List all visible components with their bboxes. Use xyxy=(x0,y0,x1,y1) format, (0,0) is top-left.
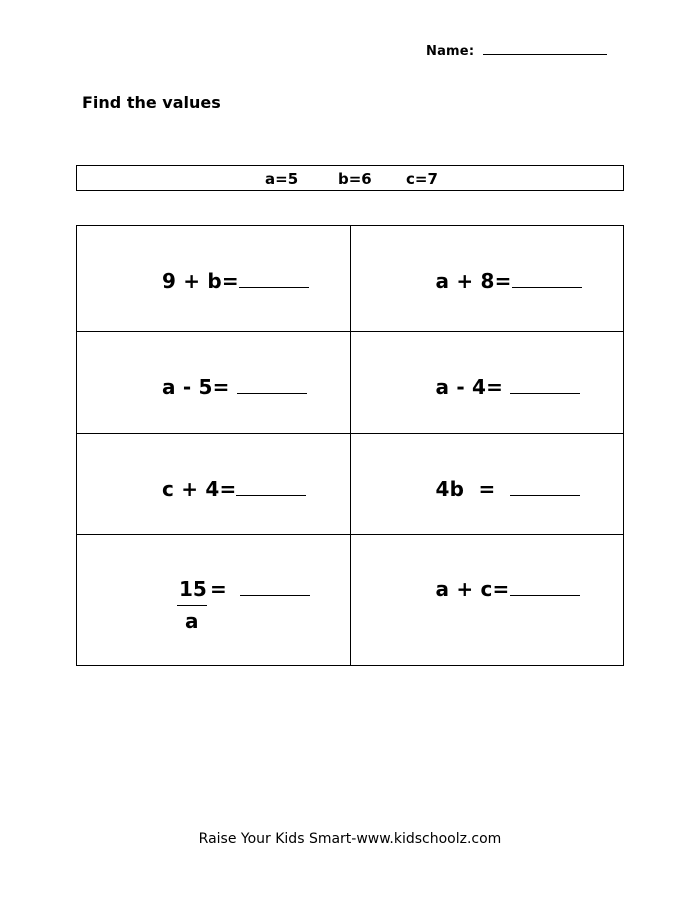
fraction-numerator: 15 xyxy=(179,577,207,601)
problem-cell-5 xyxy=(77,434,351,535)
answer-blank-6[interactable] xyxy=(510,477,580,496)
value-c: c=7 xyxy=(406,170,438,188)
problem-cell-8 xyxy=(350,535,624,666)
problem-1[interactable] xyxy=(162,269,309,293)
footer-credit: Raise Your Kids Smart-www.kidschoolz.com xyxy=(198,831,502,847)
problem-cell-7 xyxy=(77,535,351,666)
problem-2-expression: a + 8= xyxy=(435,269,512,293)
answer-blank-8[interactable] xyxy=(510,577,580,596)
problem-7-equals[interactable] xyxy=(210,577,310,601)
answer-blank-3[interactable] xyxy=(237,375,307,394)
value-a: a=5 xyxy=(265,170,299,188)
problems-grid xyxy=(76,225,624,666)
equals-sign: = xyxy=(210,577,227,601)
problem-8[interactable] xyxy=(436,577,580,601)
answer-blank-4[interactable] xyxy=(510,375,580,394)
answer-blank-1[interactable] xyxy=(239,269,309,288)
name-blank-line[interactable] xyxy=(483,42,607,55)
answer-blank-7[interactable] xyxy=(240,577,310,596)
fraction-denominator: a xyxy=(185,609,199,633)
name-label: Name: xyxy=(426,44,475,59)
given-values-box xyxy=(76,165,624,191)
answer-blank-2[interactable] xyxy=(512,269,582,288)
problem-6[interactable] xyxy=(436,477,580,501)
problem-4-expression: a - 4= xyxy=(435,375,511,399)
problem-cell-3 xyxy=(77,332,351,434)
worksheet-title: Find the values xyxy=(82,93,221,112)
problem-4[interactable] xyxy=(436,375,581,399)
problem-1-expression: 9 + b= xyxy=(162,269,239,293)
problem-5[interactable] xyxy=(162,477,306,501)
problem-cell-4 xyxy=(350,332,624,434)
value-b: b=6 xyxy=(338,170,372,188)
problem-5-expression: c + 4= xyxy=(162,477,237,501)
name-field[interactable] xyxy=(426,42,607,59)
problem-2[interactable] xyxy=(436,269,582,293)
problem-cell-6 xyxy=(350,434,624,535)
problem-cell-2 xyxy=(350,226,624,332)
answer-blank-5[interactable] xyxy=(236,477,306,496)
problem-8-expression: a + c= xyxy=(435,577,510,601)
fraction-bar xyxy=(177,605,207,606)
problem-3[interactable] xyxy=(162,375,307,399)
problem-6-expression: 4b = xyxy=(435,477,510,501)
problem-cell-1 xyxy=(77,226,351,332)
problem-3-expression: a - 5= xyxy=(162,375,237,399)
